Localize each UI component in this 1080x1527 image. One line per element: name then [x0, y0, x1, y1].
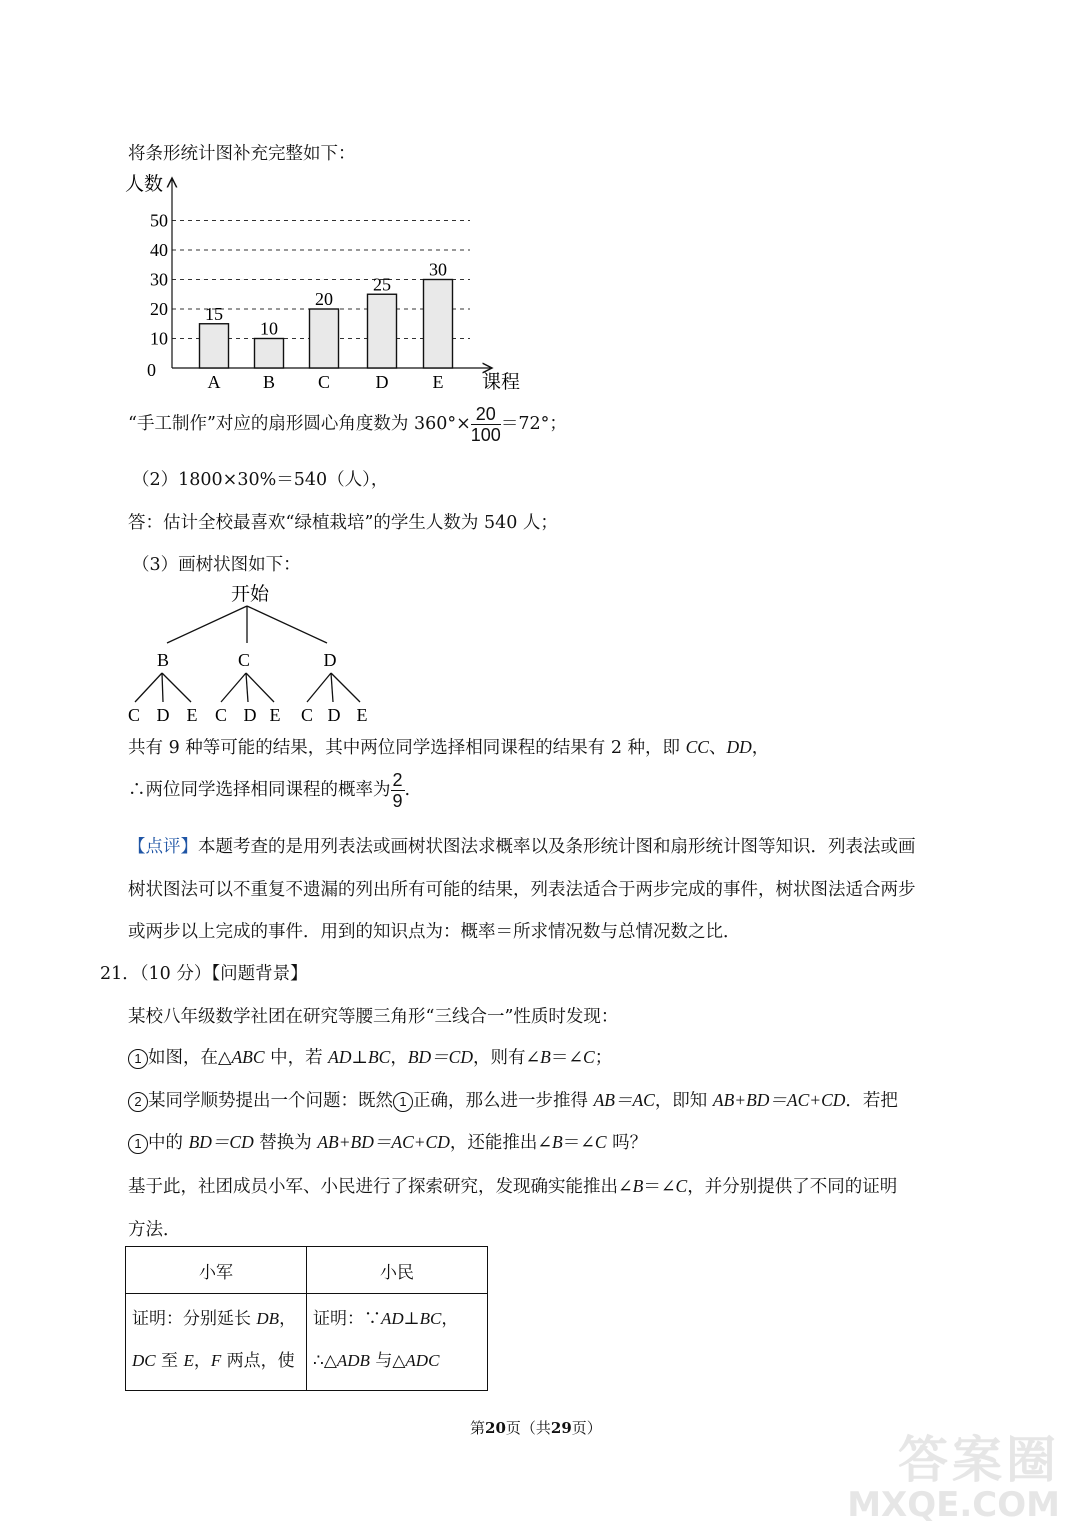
xm-adb: ADB [336, 1351, 370, 1370]
bar-A [200, 324, 229, 368]
sum-eq-2: AB+BD＝AC+CD [317, 1132, 450, 1152]
y-tick-labels [147, 211, 168, 381]
y-tick-label: 20 [150, 299, 168, 319]
angle-frac-den: 100 [470, 425, 501, 445]
q21-header: 21．（10 分）【问题背景】 [100, 964, 308, 984]
tree-leaf: E [356, 705, 368, 725]
xm-adbc: AD⊥BC [381, 1309, 442, 1328]
item2-text-b: 正确，那么进一步推得 [413, 1091, 594, 1111]
bd-eq-cd: BD＝CD [407, 1047, 473, 1067]
item2-text-a: 某同学顺势提出一个问题：既然 [148, 1091, 393, 1111]
tree-node-b: B [156, 650, 170, 670]
page-footer [470, 1417, 602, 1438]
xj-db: DB [256, 1309, 280, 1328]
xj-line-1 [132, 1298, 300, 1340]
var-c: C [583, 1047, 595, 1067]
bar-value-label: 30 [429, 259, 447, 280]
circle-1-ref-2: 1 [128, 1134, 148, 1154]
xm-line-1 [313, 1298, 481, 1340]
comment-line-2: 树状图法可以不重复不遗漏的列出所有可能的结果，列表法适合于两步完成的事件，树状图法适合两步 [128, 880, 916, 900]
y-tick-label: 30 [150, 269, 168, 290]
var-c-2: C [594, 1132, 607, 1152]
ab-eq-ac: AB＝AC [593, 1090, 655, 1110]
part3-title: （3）画树状图如下： [132, 555, 301, 575]
prob-den: 9 [392, 791, 403, 811]
probability-line [128, 770, 410, 811]
result-line [128, 734, 769, 759]
y-tick-label: 50 [150, 210, 168, 231]
var-b-3: B [632, 1176, 644, 1196]
watermark-url: MXQE.COM [847, 1485, 1060, 1525]
comment-line-1 [128, 833, 916, 858]
y-tick-label: 10 [150, 328, 168, 349]
var-c-3: C [675, 1176, 688, 1196]
xm-text-2a: ∴△ [313, 1351, 337, 1371]
item1-text-a: 如图，在△ [148, 1048, 232, 1068]
intro-text: 将条形统计图补充完整如下： [128, 144, 356, 164]
tree-node-c: C [237, 650, 251, 670]
x-tick-label: E [432, 372, 444, 392]
tree-leaf: D [243, 705, 257, 725]
circle-1-ref: 1 [393, 1092, 413, 1112]
tree-diagram [110, 578, 400, 728]
xj-text-1b: ， [279, 1309, 297, 1329]
bar-D [368, 294, 397, 368]
bar-value-label: 15 [205, 303, 223, 324]
xm-text-1b: ， [441, 1309, 459, 1329]
item2-text-g: ，还能推出∠ [449, 1133, 553, 1153]
item2-text-e: 中的 [148, 1133, 189, 1153]
angle-frac-num: 20 [471, 404, 501, 425]
item2-text-d: ．若把 [845, 1091, 898, 1111]
part2-answer: 答：估计全校最喜欢“绿植栽培”的学生人数为 540 人； [128, 513, 558, 533]
xj-line-2 [132, 1340, 300, 1382]
q21-based-cont: 方法． [128, 1220, 181, 1240]
xm-text-2b: 与△ [369, 1351, 406, 1371]
var-b: B [540, 1047, 551, 1067]
item1-text-c: ，则有∠ [472, 1048, 541, 1068]
y-tick-label: 0 [147, 360, 156, 380]
comma: ， [390, 1048, 408, 1068]
xm-line-2 [313, 1340, 481, 1382]
eq-angle: ＝∠ [550, 1048, 584, 1068]
bar-E [424, 280, 453, 369]
footer-total: 29 [550, 1419, 572, 1437]
table-body-row [126, 1294, 488, 1391]
tree-leaf: C [214, 705, 228, 725]
item2-text-f: 替换为 [253, 1133, 318, 1153]
part2-calc: （2）1800×30%＝540（人）， [132, 470, 389, 490]
xm-text-1a: 证明：∵ [313, 1309, 381, 1329]
tree-leaf: C [127, 705, 141, 725]
eq-angle-2: ＝∠ [562, 1133, 595, 1153]
abc: ABC [231, 1047, 265, 1067]
xj-text-2a: 至 [155, 1351, 184, 1371]
table-head-xiaojun: 小军 [126, 1247, 307, 1294]
watermark [847, 1433, 1060, 1523]
comment-tag: 【点评】 [128, 837, 198, 857]
q21-intro: 某校八年级数学社团在研究等腰三角形“三线合一”性质时发现： [128, 1007, 619, 1027]
item2-text-c: ，即知 [654, 1091, 713, 1111]
result-sep: 、 [708, 738, 727, 758]
footer-post: 页） [571, 1419, 602, 1437]
bar-chart [120, 168, 540, 398]
xm-adc: ADC [405, 1351, 440, 1370]
tree-leaf: D [156, 705, 170, 725]
angle-line [128, 404, 567, 445]
prob-end: . [404, 780, 411, 800]
table-cell-xiaojun [126, 1294, 307, 1391]
xj-f: F [210, 1351, 222, 1370]
prob-num: 2 [392, 770, 403, 790]
result-cc: CC [685, 737, 709, 757]
y-axis-label: 人数 [125, 174, 164, 195]
bar-B [255, 339, 284, 369]
comment-text-1: 本题考查的是用列表法或画树状图法求概率以及条形统计图和扇形统计图等知识．列表法或画 [198, 837, 916, 857]
q21-item1 [128, 1044, 612, 1069]
x-tick-label: B [262, 372, 276, 392]
bar-value-label: 20 [315, 289, 333, 309]
angle-fraction [471, 404, 501, 445]
circle-1: 1 [128, 1049, 148, 1069]
xj-e: E [183, 1351, 194, 1370]
eq-angle-3: ＝∠ [643, 1177, 676, 1197]
tree-leaf: D [327, 705, 341, 725]
xj-text-2b: ， [193, 1351, 211, 1371]
sum-eq: AB+BD＝AC+CD [712, 1090, 846, 1110]
table-header-row [126, 1247, 488, 1294]
q21-based-line [128, 1173, 897, 1198]
prob-fraction [391, 770, 405, 811]
q21-item2 [128, 1087, 898, 1112]
bd-eq-cd-2: BD＝CD [188, 1132, 254, 1152]
proof-table [125, 1246, 488, 1391]
x-tick-label: C [317, 372, 331, 392]
bar-value-label: 10 [260, 318, 278, 339]
footer-mid: 页（共 [505, 1419, 551, 1437]
result-text: 共有 9 种等可能的结果，其中两位同学选择相同课程的结果有 2 种，即 [128, 738, 681, 758]
xj-dc: DC [132, 1351, 156, 1370]
tree-root: 开始 [230, 584, 270, 605]
tree-leaf: E [186, 705, 198, 725]
angle-result: ＝72°； [500, 414, 567, 434]
bar-value-label: 25 [373, 274, 391, 295]
based-text-a: 基于此，社团成员小军、小民进行了探索研究，发现确实能推出∠ [128, 1177, 633, 1197]
x-tick-label: A [207, 372, 221, 392]
tree-leaf: C [300, 705, 314, 725]
x-axis-label: 课程 [482, 372, 521, 393]
tree-node-d: D [323, 650, 337, 670]
footer-pre: 第 [470, 1419, 486, 1437]
footer-page: 20 [485, 1419, 506, 1437]
ad-perp-bc: AD⊥BC [328, 1047, 391, 1067]
bar-C [310, 309, 339, 368]
table-head-xiaomin: 小民 [307, 1247, 488, 1294]
xj-text-1a: 证明：分别延长 [132, 1309, 257, 1329]
comment-line-3: 或两步以上完成的事件．用到的知识点为：概率＝所求情况数与总情况数之比． [128, 922, 741, 942]
item1-text-b: 中，若 [264, 1048, 329, 1068]
semicolon: ； [594, 1048, 613, 1068]
y-tick-label: 40 [150, 240, 168, 260]
watermark-text: 答案圈 [898, 1431, 1060, 1489]
var-b-2: B [552, 1132, 563, 1152]
item2-text-h: 吗？ [606, 1133, 648, 1153]
result-dd: DD [726, 737, 752, 757]
x-tick-label: D [375, 372, 389, 392]
result-end: ， [751, 738, 770, 758]
based-text-b: ，并分别提供了不同的证明 [687, 1177, 898, 1197]
table-cell-xiaomin [307, 1294, 488, 1391]
q21-item2-cont [128, 1129, 647, 1154]
circle-2: 2 [128, 1092, 148, 1112]
prob-prefix: ∴两位同学选择相同课程的概率为 [128, 780, 391, 800]
angle-text: “手工制作”对应的扇形圆心角度数为 360°× [128, 414, 471, 434]
xj-text-2c: 两点，使 [221, 1351, 295, 1371]
tree-leaf: E [269, 705, 281, 725]
